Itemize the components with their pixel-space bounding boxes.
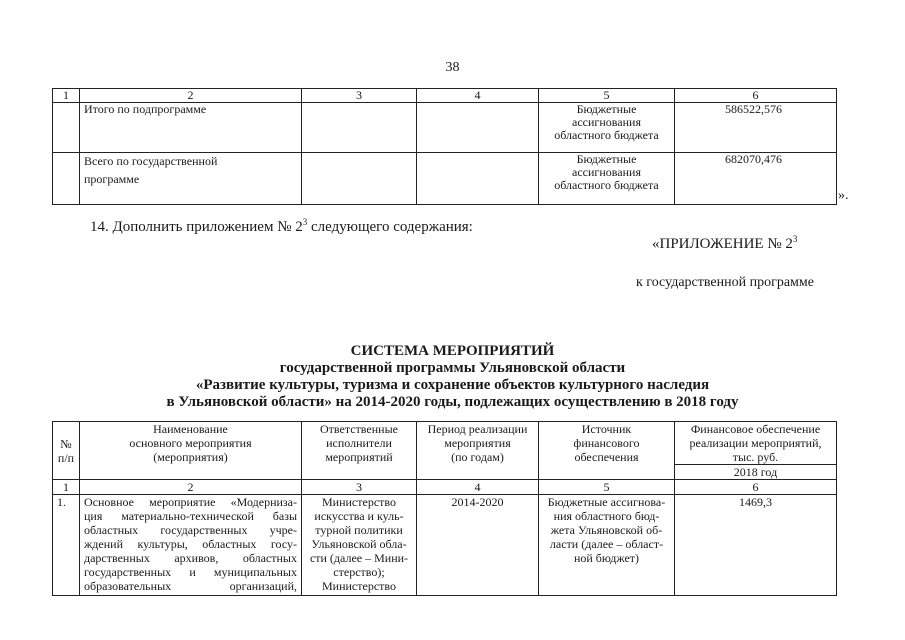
budget-summary-table <box>52 88 837 205</box>
funding-source-line: Бюджетные <box>576 152 637 166</box>
col-number-cell: 6 <box>675 89 837 103</box>
header-text: (по годам) <box>451 450 504 464</box>
measure-name-line: ждений культуры, областных госу- <box>84 537 297 551</box>
measures-table <box>52 421 837 596</box>
funding-source-cell <box>539 103 675 153</box>
header-source <box>539 422 675 480</box>
source-line: ния областного бюд- <box>553 509 660 523</box>
measure-name-cell <box>80 495 302 596</box>
table-row <box>53 153 837 205</box>
empty-cell <box>417 153 539 205</box>
source-line: ной бюджет) <box>573 551 640 565</box>
document-title-line: государственной программы Ульяновской области <box>279 360 626 376</box>
header-text: Наименование <box>153 422 228 436</box>
row-name-cell <box>80 153 302 205</box>
header-row <box>53 422 837 465</box>
header-text: обеспечения <box>574 450 639 464</box>
header-number <box>53 422 80 480</box>
col-number-cell: 3 <box>302 89 417 103</box>
row-number: 1. <box>53 495 80 596</box>
col-number-cell: 6 <box>675 480 837 495</box>
header-period <box>417 422 539 480</box>
header-text: финансового <box>573 436 640 450</box>
header-text: Финансовое обеспечение <box>690 422 821 436</box>
appendix-heading <box>652 236 797 253</box>
funding-source-cell <box>539 153 675 205</box>
period-cell: 2014-2020 <box>417 495 539 596</box>
empty-cell <box>302 153 417 205</box>
row-name-text: программе <box>84 172 140 186</box>
row-name-text: Всего по государственной <box>84 154 218 168</box>
source-cell <box>539 495 675 596</box>
col-number-cell: 2 <box>80 480 302 495</box>
amendment-item-14 <box>90 219 473 236</box>
header-text: Период реализации <box>427 422 528 436</box>
header-text: Источник <box>581 422 632 436</box>
funding-source-line: областного бюджета <box>554 178 659 192</box>
col-number-cell: 5 <box>539 89 675 103</box>
document-title-line: в Ульяновской области» на 2014-2020 годы, подлежащих осуществлению в 2018 году <box>166 394 739 410</box>
responsible-line: искусства и куль- <box>314 509 404 523</box>
header-text: мероприятия <box>444 436 511 450</box>
funding-source-line: областного бюджета <box>554 128 659 142</box>
empty-cell <box>417 103 539 153</box>
amendment-text: 14. Дополнить приложением № 2 <box>90 219 303 235</box>
empty-cell <box>53 103 80 153</box>
measure-name-line: образовательных организаций, <box>84 579 297 593</box>
superscript: 3 <box>302 217 308 227</box>
superscript: 3 <box>792 234 798 244</box>
col-number-cell: 1 <box>53 89 80 103</box>
measure-name-line: ция материально-технической базы <box>84 509 297 523</box>
table-row <box>53 495 837 596</box>
header-financing <box>675 422 837 465</box>
responsible-line: сти (далее – Мини- <box>309 551 409 565</box>
header-year: 2018 год <box>675 465 837 480</box>
col-number-cell: 2 <box>80 89 302 103</box>
header-text: № <box>60 436 72 451</box>
measure-name-line: дарственных архивов, областных <box>84 551 297 565</box>
header-name <box>80 422 302 480</box>
col-number-cell: 4 <box>417 89 539 103</box>
responsible-line: стерство); <box>333 565 385 579</box>
empty-cell <box>302 103 417 153</box>
header-text: исполнители <box>326 436 392 450</box>
measure-name-line: государственных и муниципальных <box>84 565 297 579</box>
row-name-cell <box>80 103 302 153</box>
responsible-line: Министерство <box>322 495 396 509</box>
col-number-cell: 4 <box>417 480 539 495</box>
col-number-cell: 5 <box>539 480 675 495</box>
document-title-line: «Развитие культуры, туризма и сохранение объектов культурного наследия <box>195 377 710 393</box>
header-text: п/п <box>57 450 75 465</box>
header-text: тыс. руб. <box>732 450 779 464</box>
funding-source-line: ассигнования <box>572 165 641 179</box>
header-text: мероприятий <box>325 450 393 464</box>
responsible-line: Министерство <box>322 579 396 593</box>
document-title: СИСТЕМА МЕРОПРИЯТИЙ <box>350 343 555 359</box>
responsible-line: турной политики <box>315 523 403 537</box>
column-number-row <box>53 480 837 495</box>
appendix-text: «ПРИЛОЖЕНИЕ № 2 <box>652 236 793 252</box>
source-line: ласти (далее – област- <box>549 537 664 551</box>
funding-source-line: ассигнования <box>572 115 641 129</box>
row-name-text: Итого по подпрограмме <box>84 102 207 116</box>
amount-cell: 1469,3 <box>675 495 837 596</box>
source-line: Бюджетные ассигнова- <box>547 495 666 509</box>
measure-name-line: областных государственных учре- <box>84 523 297 537</box>
amount-cell: 586522,576 <box>675 103 837 153</box>
page-number: 38 <box>445 60 460 75</box>
responsible-cell <box>302 495 417 596</box>
header-responsible <box>302 422 417 480</box>
table-row <box>53 103 837 153</box>
measure-name-line: Основное мероприятие «Модерниза- <box>84 495 297 509</box>
amendment-text-after: следующего содержания: <box>307 219 473 235</box>
header-text: реализации мероприятий, <box>689 436 822 450</box>
col-number-cell: 3 <box>302 480 417 495</box>
responsible-line: Ульяновской обла- <box>311 537 407 551</box>
header-text: Ответственные <box>320 422 398 436</box>
header-text: (мероприятия) <box>153 450 228 464</box>
closing-quote: ». <box>838 188 849 203</box>
header-text: основного мероприятия <box>129 436 252 450</box>
column-number-row <box>53 89 837 103</box>
appendix-subtitle: к государственной программе <box>636 275 814 290</box>
col-number-cell: 1 <box>53 480 80 495</box>
amount-cell: 682070,476 <box>675 153 837 205</box>
empty-cell <box>53 153 80 205</box>
source-line: жета Ульяновской об- <box>550 523 663 537</box>
funding-source-line: Бюджетные <box>576 102 637 116</box>
